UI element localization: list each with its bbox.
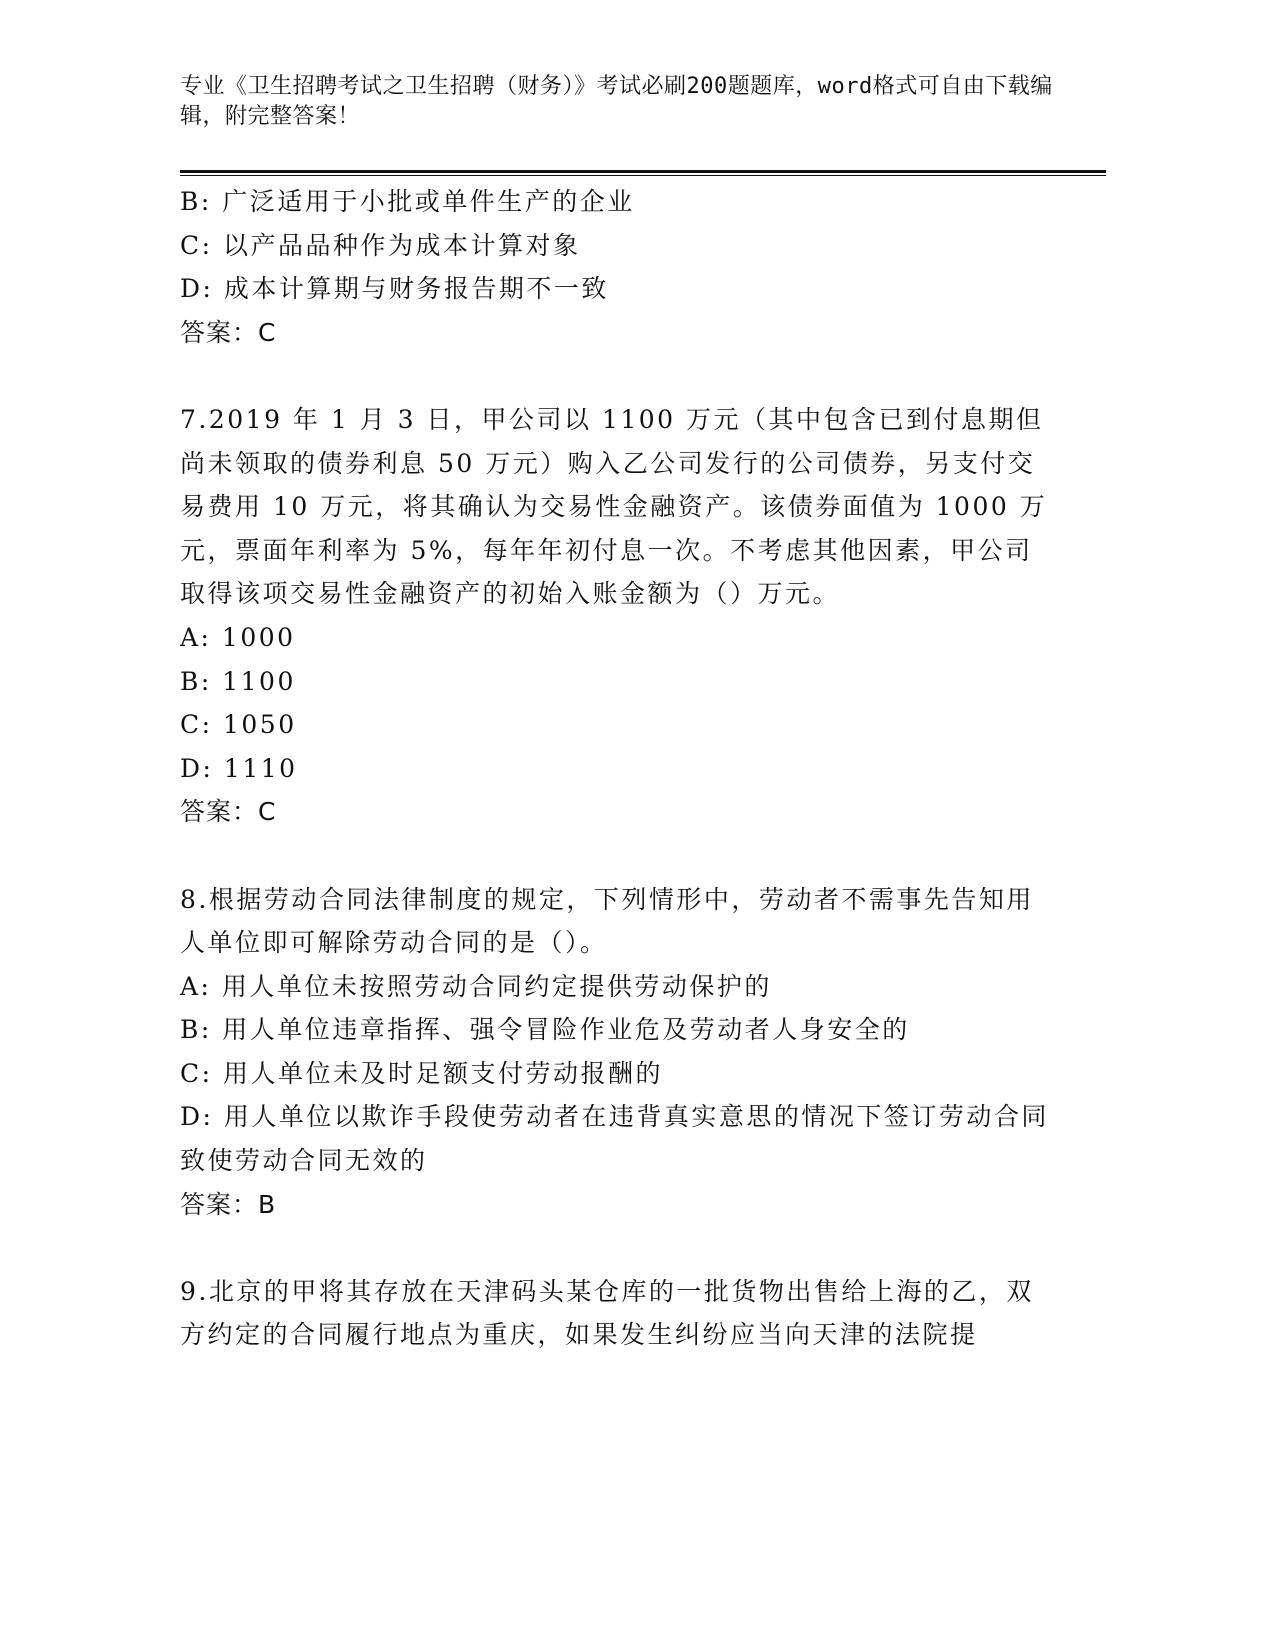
q8-stem: 8.根据劳动合同法律制度的规定，下列情形中，劳动者不需事先告知用人单位即可解除劳动合同的是（）。 [180,884,1034,958]
header-divider-thin [180,175,1106,176]
q6-answer: 答案：C [180,317,277,347]
spacer [180,834,1060,878]
q8-option-b: B: 用人单位违章指挥、强令冒险作业危及劳动者人身安全的 [180,1015,910,1045]
q7-answer: 答案：C [180,797,277,827]
q9-stem: 9.北京的甲将其存放在天津码头某仓库的一批货物出售给上海的乙，双方约定的合同履行地点为重庆，如果发生纠纷应当向天津的法院提 [180,1276,1034,1350]
q7-option-c: C: 1050 [180,710,297,740]
question-6-tail [180,180,1060,354]
q8-option-a: A: 用人单位未按照劳动合同约定提供劳动保护的 [180,971,772,1001]
q7-option-a: A: 1000 [180,622,296,652]
q6-option-b: B: 广泛适用于小批或单件生产的企业 [180,187,635,216]
q7-option-b: B: 1100 [180,666,296,696]
document-header [180,72,1060,132]
document-body [180,180,1060,1357]
question-8 [180,878,1060,1227]
q7-option-d: D: 1110 [180,753,298,783]
header-divider-thick [180,170,1106,173]
q8-answer: 答案：B [180,1189,277,1219]
q8-option-d: D: 用人单位以欺诈手段使劳动者在违背真实意思的情况下签订劳动合同致使劳动合同无效的 [180,1102,1049,1176]
q6-option-c: C: 以产品品种作为成本计算对象 [180,230,581,260]
q7-stem: 7.2019 年 1 月 3 日，甲公司以 1100 万元（其中包含已到付息期但尚未领取的债券利息 50 万元）购入乙公司发行的公司债券，另支付交易费用 10 万元，将其确认为交易性金融资产。该债券面值为 1000 万元，票面年利率为 5%，每年年初付息一次。不考虑其他因素，甲公司取得该项交易性金融资产的初始入账金额为（）万元。 [180,404,1048,609]
question-7 [180,398,1060,834]
q8-option-c: C: 用人单位未及时足额支付劳动报酬的 [180,1058,663,1088]
question-9 [180,1270,1060,1357]
spacer [180,1226,1060,1270]
q6-option-d: D: 成本计算期与财务报告期不一致 [180,274,609,304]
header-title: 专业《卫生招聘考试之卫生招聘（财务）》考试必刷200题题库，word格式可自由下载编辑，附完整答案！ [180,74,1053,129]
spacer [180,354,1060,398]
